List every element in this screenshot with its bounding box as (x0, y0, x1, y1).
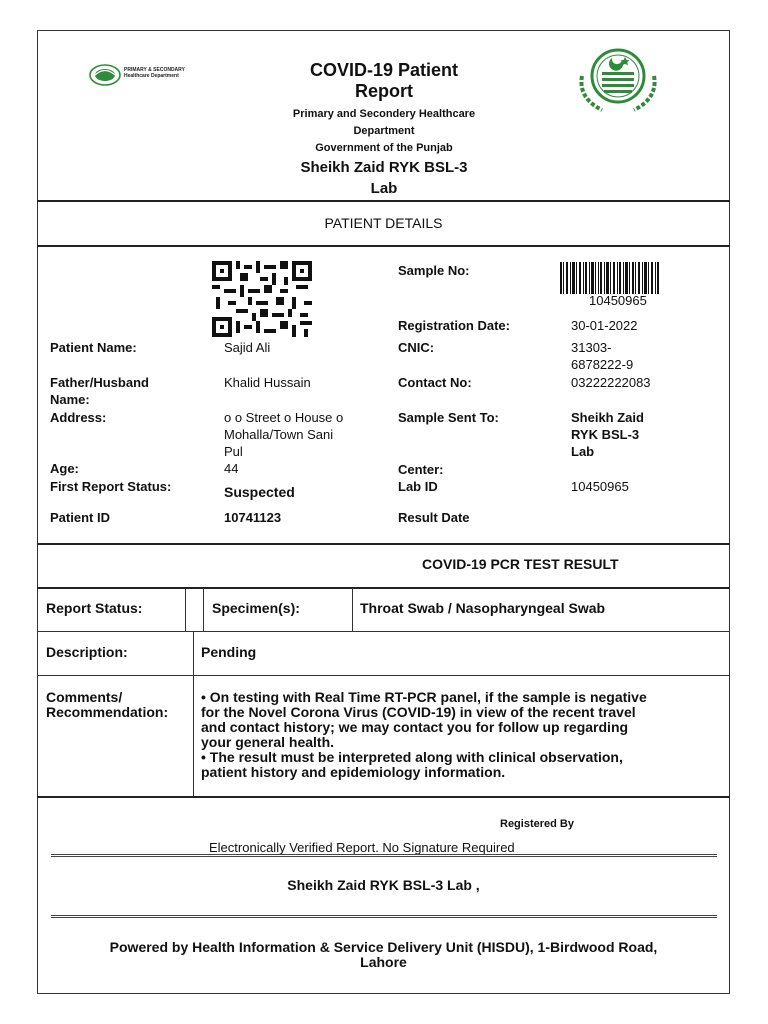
dept-line1: Primary and Secondery Healthcare (292, 108, 476, 120)
lab-line1: Sheikh Zaid RYK BSL-3 (300, 159, 468, 176)
signature-line (51, 854, 717, 857)
specimen-value: Throat Swab / Nasopharyngeal Swab (360, 600, 606, 616)
divider (37, 543, 730, 545)
age-label: Age: (50, 461, 79, 476)
comment-line: patient history and epidemiology information. (201, 764, 506, 780)
pcr-result-heading: COVID-19 PCR TEST RESULT (422, 556, 619, 572)
divider (51, 915, 717, 918)
health-dept-logo (88, 62, 188, 86)
comment-line: your general health. (201, 734, 335, 750)
age-value: 44 (224, 461, 239, 476)
lab-id-label: Lab ID (398, 479, 438, 494)
patient-name-value: Sajid Ali (224, 340, 271, 355)
cell-border (352, 588, 353, 631)
specimen-label: Specimen(s): (212, 600, 300, 616)
cnic-line1: 31303- (571, 340, 612, 355)
comments-label (46, 690, 168, 720)
address-label: Address: (50, 410, 107, 425)
center-label: Center: (398, 462, 444, 477)
registration-date-value: 30-01-2022 (571, 318, 638, 333)
comments-text (201, 690, 647, 780)
sample-no-label: Sample No: (398, 263, 470, 278)
title-line2: Report (355, 81, 413, 101)
sample-sent-to-label: Sample Sent To: (398, 410, 499, 425)
department-name (234, 106, 534, 157)
footer-lab-name: Sheikh Zaid RYK BSL-3 Lab , (287, 877, 480, 893)
powered-by-text (37, 940, 730, 970)
comments-label-line2: Recommendation: (46, 704, 169, 720)
cell-border (193, 632, 194, 675)
verification-note: Electronically Verified Report. No Signature Required (209, 840, 515, 855)
cell-border (185, 588, 186, 631)
divider (37, 631, 730, 632)
cell-border (203, 588, 204, 631)
comment-line: for the Novel Corona Virus (COVID-19) in view of the recent travel (201, 704, 636, 720)
lab-name (234, 157, 534, 199)
divider (37, 200, 730, 202)
registered-by-label: Registered By (500, 818, 574, 830)
patient-id-value: 10741123 (224, 510, 282, 525)
father-label-line2: Name: (50, 392, 90, 407)
contact-value: 03222222083 (571, 375, 651, 390)
description-value: Pending (201, 644, 257, 660)
comment-line: and contact history; we may contact you for follow up regarding (201, 719, 629, 735)
sent-to-line2: RYK BSL-3 (571, 427, 640, 442)
cnic-line2: 6878222-9 (571, 357, 634, 372)
comment-line: • The result must be interpreted along with clinical observation, (201, 749, 623, 765)
divider (37, 796, 730, 798)
first-report-status-label: First Report Status: (50, 479, 172, 494)
father-name-value: Khalid Hussain (224, 375, 311, 390)
sent-to-line3: Lab (571, 444, 595, 459)
divider (37, 245, 730, 247)
address-line3: Pul (224, 444, 243, 459)
father-label-line1: Father/Husband (50, 375, 149, 390)
title-line1: COVID-19 Patient (309, 60, 459, 80)
dept-line2: Department (353, 125, 415, 137)
sample-sent-to-value (571, 409, 644, 460)
cnic-value (571, 339, 633, 373)
barcode-number: 10450965 (589, 293, 647, 308)
registration-date-label: Registration Date: (398, 318, 510, 333)
patient-id-label: Patient ID (50, 510, 110, 525)
lab-line2: Lab (370, 180, 398, 197)
address-line1: o o Street o House o (224, 410, 344, 425)
divider (37, 675, 730, 676)
divider (37, 587, 730, 589)
address-line2: Mohalla/Town Sani (224, 427, 334, 442)
patient-details-heading: PATIENT DETAILS (324, 215, 443, 231)
father-name-label (50, 374, 149, 408)
powered-by-line2: Lahore (360, 954, 407, 970)
punjab-emblem (572, 46, 664, 114)
report-status-label: Report Status: (46, 600, 143, 616)
first-report-status-value: Suspected (224, 484, 295, 500)
comment-line: • On testing with Real Time RT-PCR panel, if the sample is negative (201, 689, 647, 705)
result-date-label: Result Date (398, 510, 470, 525)
qr-code-icon (212, 261, 312, 337)
cnic-label: CNIC: (398, 340, 435, 355)
government-name: Government of the Punjab (315, 142, 453, 154)
contact-label: Contact No: (398, 375, 472, 390)
patient-name-label: Patient Name: (50, 340, 137, 355)
barcode-icon (560, 262, 660, 294)
logo-text-line1: PRIMARY & SECONDARY (124, 67, 185, 73)
cell-border (193, 676, 194, 796)
report-title (234, 60, 534, 102)
logo-text-line2: Healthcare Department (124, 73, 179, 79)
lab-id-value: 10450965 (571, 479, 629, 494)
sent-to-line1: Sheikh Zaid (571, 410, 644, 425)
description-label: Description: (46, 644, 128, 660)
comments-label-line1: Comments/ (46, 689, 123, 705)
address-value (224, 409, 343, 460)
powered-by-line1: Powered by Health Information & Service Delivery Unit (HISDU), 1-Birdwood Road, (109, 939, 658, 955)
